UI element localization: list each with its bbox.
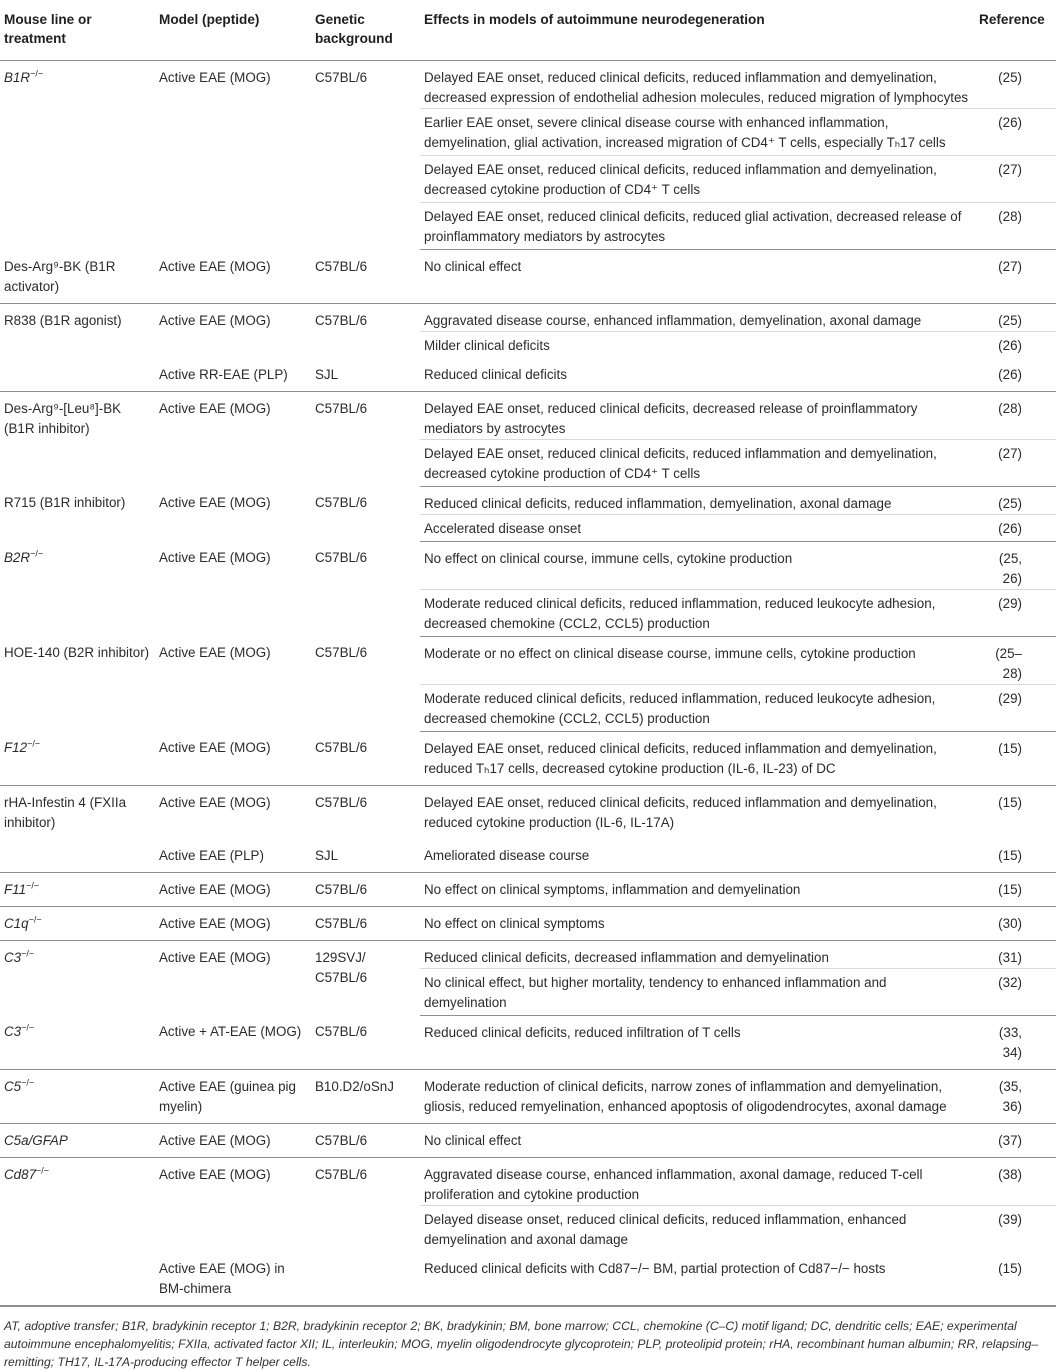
cell-mouse-line [0,1157,155,1252]
table-row [0,391,1056,439]
cell-reference: (25) [998,312,1022,328]
table-row [0,1157,1056,1205]
cell-effect: Reduced clinical deficits [420,358,975,392]
cell-reference: (38) [998,1166,1022,1182]
table-header [0,0,1056,61]
table-row [0,785,1056,839]
header-reference: Reference [975,0,1056,61]
cell-effect: Delayed EAE onset, reduced clinical deficits, decreased release of proinflammatory mediators by astrocytes [424,400,918,436]
cell-model: Active RR-EAE (PLP) [155,358,311,392]
cell-model: Active EAE (MOG) [155,906,311,940]
cell-reference: (27) [975,250,1056,304]
cell-reference: (31) [998,949,1022,965]
table-row [0,940,1056,968]
mouse-line-text: B1R [4,70,31,85]
cell-effect: Aggravated disease course, enhanced inflammation, demyelination, axonal damage [424,312,922,328]
cell-mouse-line [0,906,155,940]
table-row [0,303,1056,331]
cell-reference: (15) [975,1252,1056,1306]
cell-effect: Reduced clinical deficits with Cd87−/− BM, partial protection of Cd87−/− hosts [420,1252,975,1306]
table-row [0,839,1056,873]
cell-effect: Moderate reduced clinical deficits, reduced inflammation, reduced leukocyte adhesion, decreased chemokine (CCL2, CCL5) production [420,684,975,731]
cell-genetic-background: C57BL/6 [311,250,420,304]
knockout-superscript: −/− [21,1077,35,1088]
cell-reference: (30) [975,906,1056,940]
cell-effect: No effect on clinical symptoms [420,906,975,940]
cell-reference: (25) [998,495,1022,511]
cell-reference: (25–28) [995,645,1022,681]
cell-mouse-line [0,486,155,541]
cell-reference: (15) [998,794,1022,810]
cell-genetic-background: C57BL/6 [315,550,368,565]
cell-model: Active EAE (MOG) [159,400,271,416]
mouse-line-text: C1q [4,915,29,931]
cell-genetic-background: C57BL/6 [315,645,368,660]
mouse-line-text: C3 [4,1024,22,1039]
cell-mouse-line [0,391,155,486]
cell-effect: Earlier EAE onset, severe clinical disease course with enhanced inflammation, demyelination, glial activation, increased migration of CD4⁺ T cells, especially Tₕ17 cells [420,109,975,156]
cell-genetic-background [311,1252,420,1306]
table-body [0,61,1056,1306]
cell-reference: (33, 34) [975,1015,1056,1069]
cell-effect: Delayed EAE onset, reduced clinical deficits, reduced glial activation, decreased release of proinflammatory mediators by astrocytes [420,203,975,250]
cell-genetic-background: C57BL/6 [311,1123,420,1157]
cell-reference: (26) [975,331,1056,358]
cell-reference: (29) [975,589,1056,636]
cell-mouse-line [0,61,155,250]
cell-model: Active EAE (MOG) in BM-chimera [155,1252,311,1306]
cell-mouse-line [0,785,155,839]
cell-reference: (27) [975,156,1056,203]
table-row [0,541,1056,589]
cell-genetic-background: C57BL/6 [311,906,420,940]
mouse-line-text: rHA-Infestin 4 (FXIIa inhibitor) [4,794,127,830]
mouse-line-text: C3 [4,949,22,965]
cell-mouse-line [0,731,155,785]
cell-effect: Ameliorated disease course [420,839,975,873]
cell-reference: (32) [975,968,1056,1015]
cell-effect: Moderate reduction of clinical deficits, narrow zones of inflammation and demyelination, gliosis, reduced remyelination, enhanced apoptosis of oligodendrocytes, axonal damage [420,1069,975,1123]
knockout-superscript: −/− [30,548,44,559]
cell-effect: Delayed EAE onset, reduced clinical deficits, reduced inflammation and demyelination, decreased cytokine production of CD4⁺ T cells [420,439,975,486]
cell-reference: (26) [975,514,1056,541]
cell-model: Active + AT-EAE (MOG) [155,1015,311,1069]
cell-reference: (28) [998,400,1022,416]
mouse-line-text: F12 [4,740,28,755]
table-row [0,636,1056,684]
mouse-line-text: Des-Arg⁹-BK (B1R activator) [4,258,116,294]
cell-model: Active EAE (MOG) [155,1123,311,1157]
cell-genetic-background: C57BL/6 [315,400,368,416]
cell-effect: Accelerated disease onset [420,514,975,541]
cell-genetic-background: C57BL/6 [315,495,368,510]
cell-reference: (39) [975,1205,1056,1252]
cell-reference: (15) [975,872,1056,906]
mouse-line-text: R715 (B1R inhibitor) [4,495,126,510]
cell-reference: (37) [975,1123,1056,1157]
cell-model: Active EAE (MOG) [159,645,271,660]
cell-model: Active EAE (MOG) [155,872,311,906]
cell-effect: Moderate or no effect on clinical disease course, immune cells, cytokine production [424,645,916,661]
knockout-superscript: −/− [27,738,41,749]
cell-mouse-line [0,872,155,906]
table-row [0,486,1056,514]
cell-mouse-line [0,1123,155,1157]
cell-effect: Milder clinical deficits [420,331,975,358]
cell-reference: (29) [975,684,1056,731]
table-row [0,61,1056,109]
cell-model: Active EAE (MOG) [159,312,271,328]
cell-effect: Delayed EAE onset, reduced clinical deficits, reduced inflammation and demyelination, reduced cytokine production (IL-6, IL-17A) [424,794,937,830]
header-row [0,0,1056,61]
knockout-superscript: −/− [36,1165,50,1176]
header-effects: Effects in models of autoimmune neurodegeneration [420,0,975,61]
cell-reference: (26) [975,109,1056,156]
cell-genetic-background: C57BL/6 [311,872,420,906]
knockout-superscript: −/− [30,68,44,79]
mouse-line-text: C5 [4,1078,22,1094]
cell-reference: (15) [975,839,1056,873]
cell-reference: (25) [998,70,1022,85]
table-row [0,1069,1056,1123]
cell-model: Active EAE (MOG) [159,949,271,965]
cell-reference: (35, 36) [975,1069,1056,1123]
cell-model: Active EAE (guinea pig myelin) [155,1069,311,1123]
table-row [0,1252,1056,1306]
cell-model: Active EAE (PLP) [155,839,311,873]
cell-effect: Aggravated disease course, enhanced inflammation, axonal damage, reduced T-cell proliferation and cytokine production [424,1166,923,1202]
table-row [0,872,1056,906]
cell-effect: No clinical effect [420,250,975,304]
cell-effect: Delayed EAE onset, reduced clinical deficits, reduced inflammation and demyelination, decreased expression of endothelial adhesion molecules, reduced migration of lymphocytes [424,70,969,105]
cell-genetic-background: C57BL/6 [315,1166,368,1182]
header-mouse-line: Mouse line or treatment [0,0,155,61]
table-row [0,906,1056,940]
cell-effect: No effect on clinical course, immune cells, cytokine production [424,550,793,566]
knockout-superscript: −/− [28,914,42,925]
table-row [0,250,1056,304]
header-genetic-background: Genetic background [311,0,420,61]
mouse-line-text: C5a/GFAP [4,1132,68,1148]
mouse-line-text: B2R [4,550,31,565]
cell-genetic-background: SJL [311,358,420,392]
cell-genetic-background: C57BL/6 [311,731,420,785]
cell-effect: Delayed disease onset, reduced clinical deficits, reduced inflammation, enhanced demyelination and axonal damage [420,1205,975,1252]
cell-mouse-line [0,250,155,304]
cell-model: Active EAE (MOG) [159,794,271,810]
header-model: Model (peptide) [155,0,311,61]
cell-effect: No effect on clinical symptoms, inflammation and demyelination [420,872,975,906]
cell-model: Active EAE (MOG) [159,1166,271,1182]
table-row [0,358,1056,392]
mouse-line-text: R838 (B1R agonist) [4,312,122,328]
cell-mouse-line [0,541,155,636]
cell-mouse-line [0,358,155,392]
cell-reference: (27) [975,439,1056,486]
table-row [0,731,1056,785]
cell-mouse-line [0,1015,155,1069]
cell-genetic-background: C57BL/6 [315,70,368,85]
cell-model: Active EAE (MOG) [159,550,271,565]
cell-mouse-line [0,1069,155,1123]
cell-effect: No clinical effect, but higher mortality, tendency to enhanced inflammation and demyelination [420,968,975,1015]
cell-effect: Moderate reduced clinical deficits, reduced inflammation, reduced leukocyte adhesion, decreased chemokine (CCL2, CCL5) production [420,589,975,636]
cell-effect: No clinical effect [420,1123,975,1157]
cell-mouse-line [0,1252,155,1306]
knockout-superscript: −/− [21,1022,35,1033]
cell-reference: (26) [975,358,1056,392]
knockout-superscript: −/− [26,880,40,891]
mouse-line-text: HOE-140 (B2R inhibitor) [4,645,150,660]
cell-genetic-background: SJL [311,839,420,873]
cell-mouse-line [0,303,155,358]
cell-effect: Reduced clinical deficits, decreased inflammation and demyelination [424,949,829,965]
cell-model: Active EAE (MOG) [159,70,271,85]
mouse-line-text: F11 [4,881,27,897]
cell-genetic-background: C57BL/6 [315,312,368,328]
cell-mouse-line [0,940,155,1015]
cell-effect: Delayed EAE onset, reduced clinical deficits, reduced inflammation and demyelination, reduced Tₕ17 cells, decreased cytokine production (IL-6, IL-23) of DC [420,731,975,785]
cell-genetic-background: C57BL/6 [311,1015,420,1069]
cell-effect: Delayed EAE onset, reduced clinical deficits, reduced inflammation and demyelination, decreased cytokine production of CD4⁺ T cells [420,156,975,203]
cell-reference: (25, 26) [998,550,1022,586]
table-row [0,1123,1056,1157]
mouse-line-text: Cd87 [4,1166,37,1182]
cell-effect: Reduced clinical deficits, reduced infiltration of T cells [420,1015,975,1069]
knockout-superscript: −/− [21,948,35,959]
cell-model: Active EAE (MOG) [155,250,311,304]
table-footnote: AT, adoptive transfer; B1R, bradykinin receptor 1; B2R, bradykinin receptor 2; BK, bradykinin; BM, bone marrow; CCL, chemokine (C–C) motif ligand; DC, dendritic cells; EAE; experimental autoimmune encephalomyelitis; FXIIa, activated factor XII; IL, interleukin; MOG, myelin oligodendrocyte glycoprotein; PLP, proteolipid protein; rHA, recombinant human albumin; RR, relapsing–remitting; TH17, IL-17A-producing effector T helper cells. [0,1306,1056,1371]
cell-genetic-background: 129SVJ/ C57BL/6 [315,949,368,985]
cell-mouse-line [0,636,155,731]
cell-mouse-line [0,839,155,873]
table-row [0,1015,1056,1069]
cell-effect: Reduced clinical deficits, reduced inflammation, demyelination, axonal damage [424,495,892,511]
cell-model: Active EAE (MOG) [159,495,271,510]
mouse-line-text: Des-Arg⁹-[Leu⁸]-BK (B1R inhibitor) [4,400,122,436]
cell-genetic-background: C57BL/6 [315,794,368,810]
cell-genetic-background: B10.D2/oSnJ [311,1069,420,1123]
cell-reference: (28) [975,203,1056,250]
cell-model: Active EAE (MOG) [155,731,311,785]
cell-reference: (15) [975,731,1056,785]
